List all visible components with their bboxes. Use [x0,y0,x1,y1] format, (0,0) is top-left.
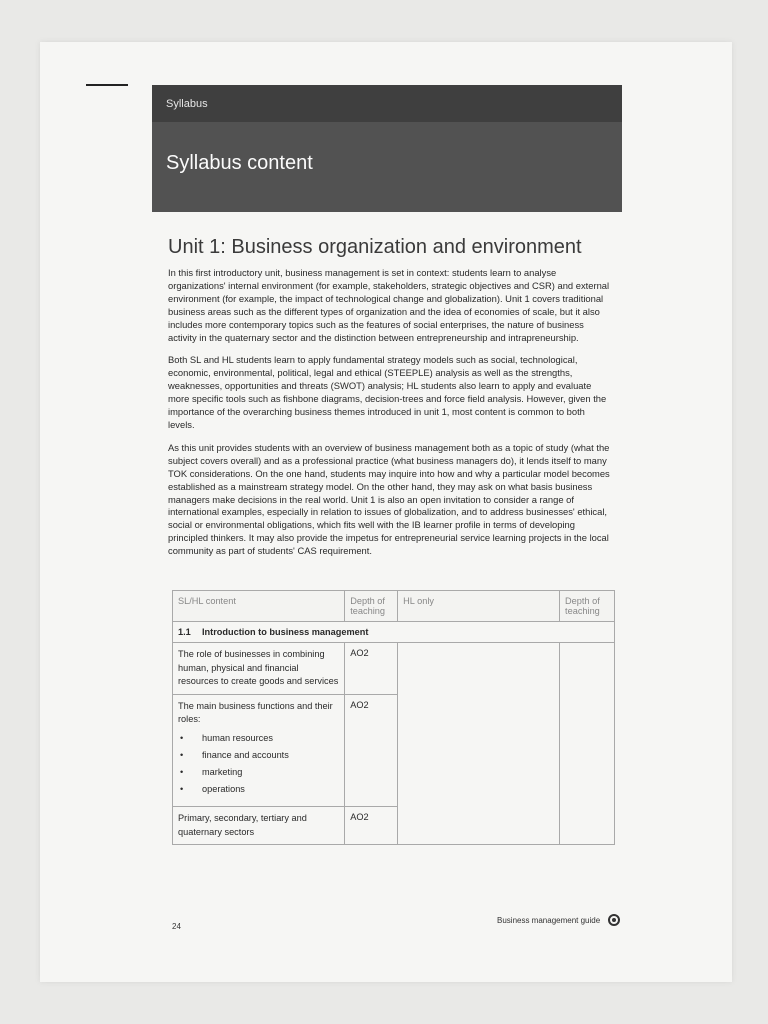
table-header-row [173,591,615,622]
col-sl-hl-content: SL/HL content [173,591,345,622]
strategy-paragraph: Both SL and HL students learn to apply fundamental strategy models such as social, technological, economic, environmental, political, legal and ethical (STEEPLE) analysis as well as the strengths, weaknesses, opportunities and threats (SWOT) analysis; HL students also learn to apply and evaluate more specific tools such as fishbone diagrams, decision-trees and force field analysis. However, given the importance of the overarching business themes introduced in unit 1, most content is common to both levels. [168,354,607,430]
section-banner [152,85,622,212]
row-depth: AO2 [345,643,398,695]
col-hl-only: HL only [398,591,560,622]
guide-title: Business management guide [497,915,601,925]
row-content [173,694,345,806]
table-row [173,643,615,695]
banner-strip [152,85,622,122]
footer-guide [497,914,620,926]
section-number: 1.1 [178,627,191,637]
ib-logo-icon [608,914,620,926]
section-row [173,622,615,643]
hl-depth-cell [560,643,615,845]
hl-only-cell [398,643,560,845]
syllabus-table [172,590,615,845]
corner-rule [86,84,128,86]
col-depth-of-teaching-hl: Depth of teaching [560,591,615,622]
unit-heading: Unit 1: Business organization and environment [168,236,582,258]
row-content-text: The main business functions and their roles: [178,700,333,725]
list-item: • operations [178,784,339,795]
col-depth-of-teaching: Depth of teaching [345,591,398,622]
list-item: • finance and accounts [178,750,339,761]
section-label: Syllabus [166,98,208,110]
row-content: Primary, secondary, tertiary and quaternary sectors [173,806,345,844]
list-item: • marketing [178,767,339,778]
page-number: 24 [172,922,181,931]
tok-paragraph: As this unit provides students with an overview of business management both as a topic of study (what the subject covers overall) and as a professional practice (what business managers do), it lends itself to many TOK considerations. On the one hand, students may inquire into how and why a particular model becomes established as a mainstream strategy model. On the other hand, they may ask on what basis business managers make decisions in the real world. Unit 1 is also an open invitation to consider a range of international examples, especially in relation to issues of globalization, and to address businesses' ethical, social or environmental obligations, which fits well with the IB learner profile in terms of developing principled thinkers. It may also provide the impetus for entrepreneurial service learning projects in the local community as part of students' CAS requirement. [168,441,610,557]
page-title: Syllabus content [166,152,313,174]
unit-content [168,236,614,568]
row-depth: AO2 [345,694,398,806]
function-list [178,733,339,795]
row-content: The role of businesses in combining human, physical and financial resources to create goods and services [173,643,345,695]
row-depth: AO2 [345,806,398,844]
intro-paragraph: In this first introductory unit, business management is set in context: students learn to analyse organizations' internal environment (for example, stakeholders, strategic objectives and CSR) and external environment (for example, the impact of technological change and globalization). Unit 1 covers traditional business areas such as the different types of organization and the idea of economies of scale, but it also includes more contemporary topics such as the features of social enterprises, the nature of business activity in the quaternary sector and the distinction between entrepreneurship and intrapreneurship. [168,267,610,343]
section-title: Introduction to business management [202,627,369,637]
list-item: • human resources [178,733,339,744]
section-heading [173,622,615,643]
